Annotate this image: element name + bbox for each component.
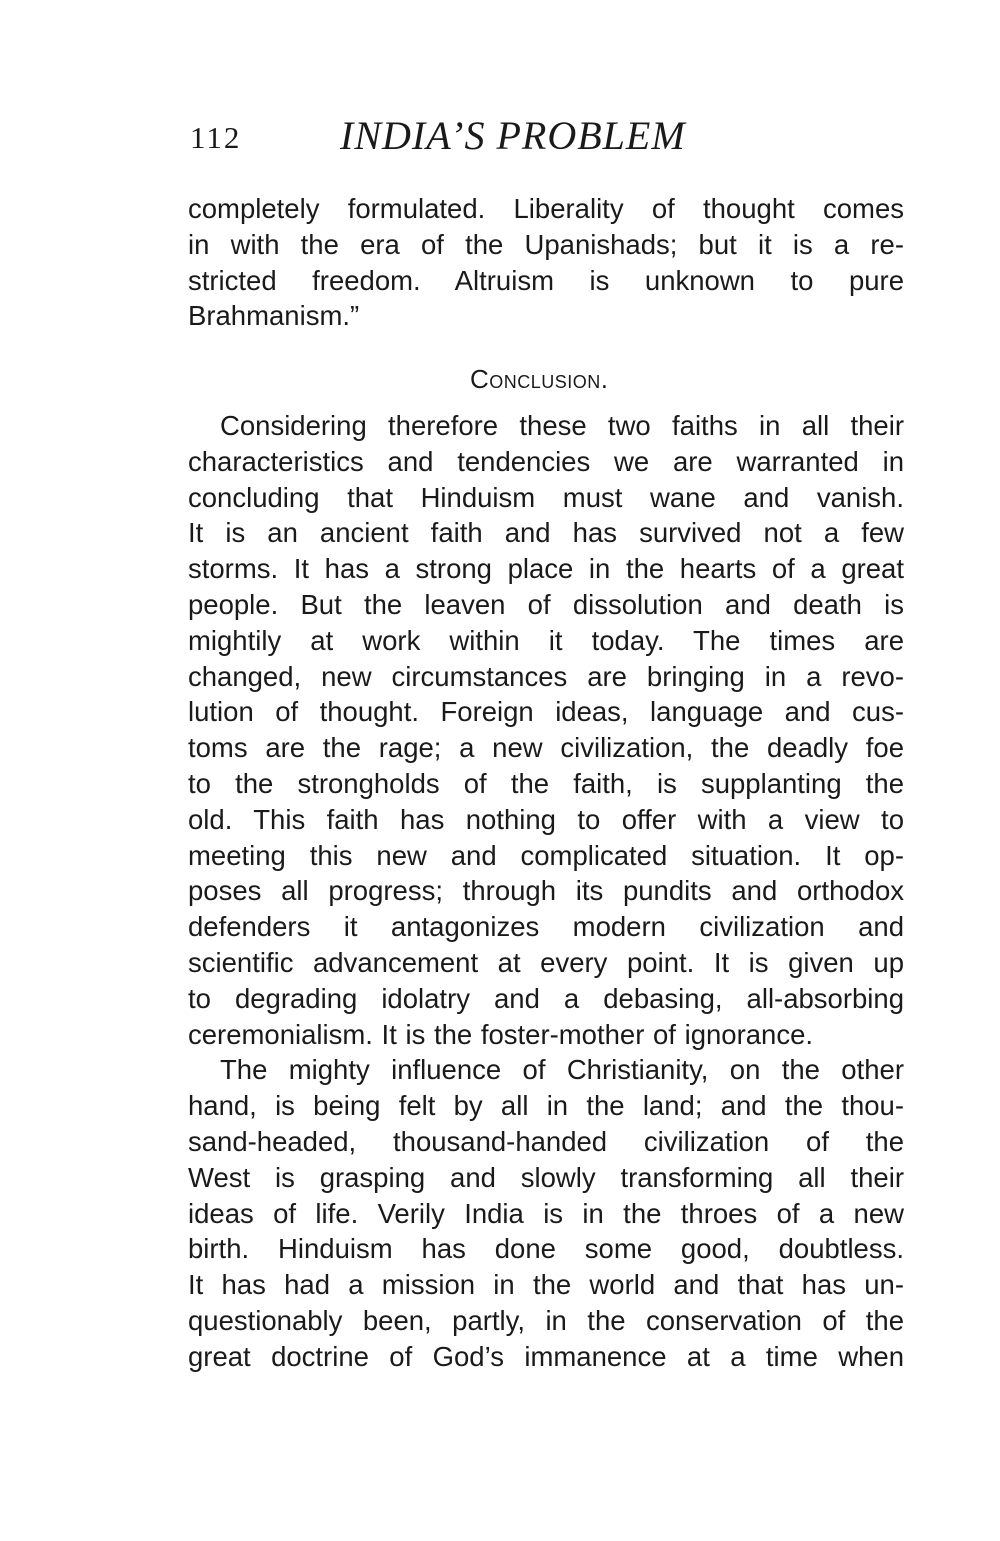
text-line: poses all progress; through its pundits and orthodox: [188, 875, 904, 907]
text-line: stricted freedom. Altruism is unknown to pure: [188, 264, 904, 296]
text-line: The mighty influence of Christianity, on the other: [220, 1054, 904, 1086]
text-line: ceremonialism. It is the foster-mother of ignorance.: [188, 1018, 814, 1050]
text-line: concluding that Hinduism must wane and vanish.: [188, 481, 904, 513]
text-line: great doctrine of God’s immanence at a time when: [188, 1340, 904, 1372]
text-line: people. But the leaven of dissolution and death is: [188, 588, 904, 620]
text-line: ideas of life. Verily India is in the throes of a new: [188, 1197, 904, 1229]
text-line: to the strongholds of the faith, is supplanting the: [188, 767, 904, 799]
text-line: questionably been, partly, in the conservation of the: [188, 1304, 904, 1336]
text-line: toms are the rage; a new civilization, the deadly foe: [188, 732, 904, 764]
text-line: hand, is being felt by all in the land; and the thou-: [188, 1090, 904, 1122]
text-line: scientific advancement at every point. It is given up: [188, 946, 904, 978]
text-line: Brahmanism.”: [188, 300, 360, 332]
text-line: It is an ancient faith and has survived not a few: [188, 517, 904, 549]
text-line: completely formulated. Liberality of thought comes: [188, 193, 904, 224]
text-line: characteristics and tendencies we are warranted in: [188, 445, 904, 477]
text-line: sand-headed, thousand-handed civilization of the: [188, 1125, 904, 1157]
text-line: storms. It has a strong place in the hearts of a great: [188, 553, 904, 585]
continuation-paragraph: [188, 191, 904, 334]
text-line: in with the era of the Upanishads; but it is a re-: [188, 228, 904, 260]
text-line: mightily at work within it today. The times are: [188, 624, 904, 656]
section-heading: Conclusion.: [470, 364, 609, 394]
text-line: It has had a mission in the world and that has un-: [188, 1269, 904, 1301]
text-line: meeting this new and complicated situation. It op-: [188, 839, 904, 871]
running-title: INDIA’S PROBLEM: [340, 113, 686, 158]
text-line: changed, new circumstances are bringing in a revo-: [188, 660, 904, 692]
text-line: old. This faith has nothing to offer with a view to: [188, 803, 904, 835]
text-line: birth. Hinduism has done some good, doubtless.: [188, 1233, 904, 1265]
text-line: lution of thought. Foreign ideas, language and cus-: [188, 696, 904, 728]
text-line: defenders it antagonizes modern civilization and: [188, 911, 904, 943]
page-number: 112: [190, 120, 242, 155]
text-line: to degrading idolatry and a debasing, all-absorbing: [188, 982, 904, 1014]
running-head: [0, 112, 1000, 162]
text-line: Considering therefore these two faiths in all their: [220, 410, 904, 441]
conclusion-body: [188, 408, 904, 1375]
text-line: West is grasping and slowly transforming all their: [188, 1161, 904, 1193]
